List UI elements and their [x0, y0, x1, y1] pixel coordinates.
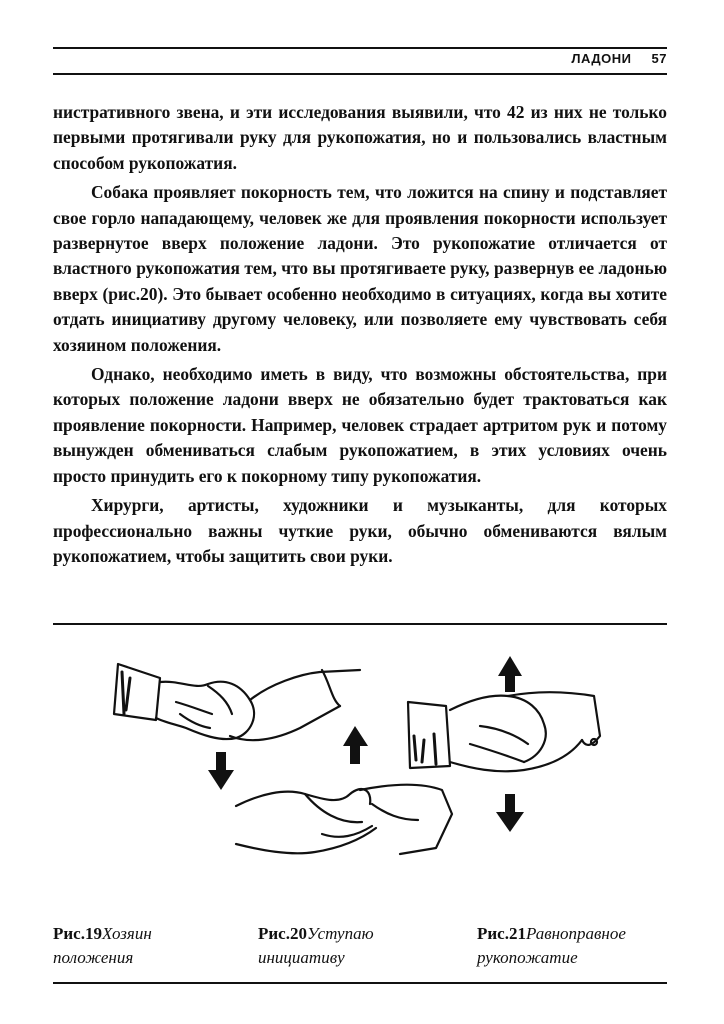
arrow-up-icon — [343, 726, 368, 764]
handshake-fig20-icon — [236, 785, 452, 854]
page-number: 57 — [651, 51, 667, 66]
arrow-down-icon — [208, 752, 234, 790]
caption-fig19: Рис.19Хозяин положения — [53, 924, 152, 967]
caption-fig20: Рис.20Уступаю инициативу — [258, 924, 374, 967]
paragraph: нистративного звена, и эти исследования выявили, что 42 из них не только первыми протягивали руку для рукопожатия, но и пользовались властным способом рукопожатия. — [53, 102, 667, 173]
running-header — [53, 51, 667, 69]
section-title: ЛАДОНИ — [571, 51, 632, 66]
figure-top-rule — [53, 623, 667, 625]
header-bottom-rule — [53, 73, 667, 75]
arrow-up-icon — [498, 656, 522, 692]
handshake-fig19-icon — [114, 664, 360, 740]
handshake-illustrations — [100, 644, 660, 904]
paragraph: Хирурги, артисты, художники и музыканты, для которых профессионально важны чуткие руки, обычно обмениваются вялым рукопожатием, чтобы защитить свои руки. — [53, 495, 667, 566]
paragraph: Однако, необходимо иметь в виду, что возможны обстоятельства, при которых положение ладони вверх не обязательно будет трактоваться как проявление покорности. Например, человек страдает артритом рук и потому вынужден обмениваться слабым рукопожатием, в этих условиях очень просто принудить его к покорному типу рукопожатия. — [53, 364, 667, 486]
arrow-down-icon — [496, 794, 524, 832]
handshake-fig21-icon — [408, 692, 600, 771]
paragraph: Собака проявляет покорность тем, что ложится на спину и подставляет свое горло нападающему, человек же для проявления покорности использует развернутое вверх положение ладони. Это рукопожатие отличается от властного рукопожатия тем, что вы протягиваете руку, развернув ее ладонью вверх (рис.20). Это бывает особенно необходимо в ситуациях, когда вы хотите отдать инициативу другому человеку, или позволяете ему чувствовать себя хозяином положения. — [53, 182, 667, 355]
header-top-rule — [53, 47, 667, 49]
footer-rule — [53, 982, 667, 984]
body-text — [53, 100, 667, 573]
caption-fig21: Рис.21Равноправное рукопожатие — [477, 924, 626, 967]
